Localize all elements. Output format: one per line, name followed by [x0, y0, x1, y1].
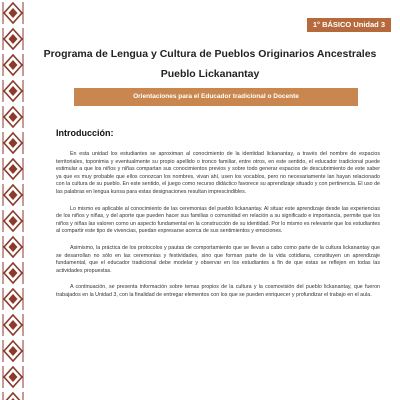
- border-diamond-inner: [9, 86, 18, 96]
- border-diamond-inner: [9, 216, 18, 226]
- border-diamond-inner: [9, 372, 18, 382]
- document-title: Programa de Lengua y Cultura de Pueblos Originarios Ancestrales: [43, 48, 377, 60]
- border-diamond-inner: [9, 138, 18, 148]
- paragraph: Asimismo, la práctica de los protocolos y pautas de comportamiento que se llevan a cabo como parte de la cultura lickanantay que se desarrollan no sólo en las ceremonias y festividades, sino que forman parte de la vida cotidiana, constituyen un aprendizaje fundamental, que el educador tradicional debe modelar y observar en los estudiantes a fin de que estas se reflejen en todas las actividades propuestas.: [56, 244, 380, 274]
- border-diamond-inner: [9, 112, 18, 122]
- paragraph: En esta unidad los estudiantes se aproximan al conocimiento de la identidad lickanantay, a través del nombre de espacios territoriales, toponimia y eventualmente su propio apellido o tronco familiar, entre otros, en este sentido, el educador tradicional puede estimular a que los niños y niñas compartan sus conocimientos previos y sobre todo generar espacios de descubrimiento de este saber ya que es muy probable que ellos conozcan los nombres, vivan ahí, usen los vocablos, pero no necesariamente lan hayan relacionado con la cultura de su pueblo. En este sentido, el juego como recurso didáctico favorece su aprendizaje situado y con pertinencia. El uso de las palabras en lengua kunsa para estas designaciones resultan imprescindibles.: [56, 151, 380, 195]
- border-diamond-inner: [9, 346, 18, 356]
- introduction-body: [56, 151, 380, 309]
- border-diamond-inner: [9, 294, 18, 304]
- border-diamond-inner: [9, 190, 18, 200]
- decorative-border: [0, 0, 26, 400]
- border-diamond-inner: [9, 34, 18, 44]
- border-diamond-inner: [9, 60, 18, 70]
- introduction-heading: Introducción:: [56, 128, 114, 138]
- border-diamond-inner: [9, 320, 18, 330]
- border-diamond-inner: [9, 242, 18, 252]
- border-diamond-inner: [9, 268, 18, 278]
- section-banner: Orientaciones para el Educador tradicional o Docente: [74, 88, 358, 106]
- border-diamond-inner: [9, 164, 18, 174]
- border-diamond-inner: [9, 8, 18, 18]
- grade-unit-badge: 1° BÁSICO Unidad 3: [307, 18, 391, 32]
- document-subtitle: Pueblo Lickanantay: [160, 68, 260, 80]
- border-pattern-icon: [0, 0, 26, 400]
- paragraph: Lo mismo es aplicable al conocimiento de las ceremonias del pueblo lickanantay. Al situar este aprendizaje desde las experiencias de los niños y niñas, y del aporte que pueden hacer sus familias o comunidad en relación a su significado e importancia, permite que los niños y niñas las valoren como un aspecto fundamental en la construcción de su identidad. Por lo mismo es relevante que los estudiantes al compartir este tipo de vivencias, puedan expresarse acerca de sus sentimientos y emociones.: [56, 205, 380, 235]
- paragraph: A continuación, se presenta información sobre temas propios de la cultura y la cosmovisión del pueblo lickanantay, que fueron trabajados en la Unidad 3, con la finalidad de entregar elementos con los que se pueden enriquecer y profundizar el trabajo en el aula.: [56, 284, 380, 298]
